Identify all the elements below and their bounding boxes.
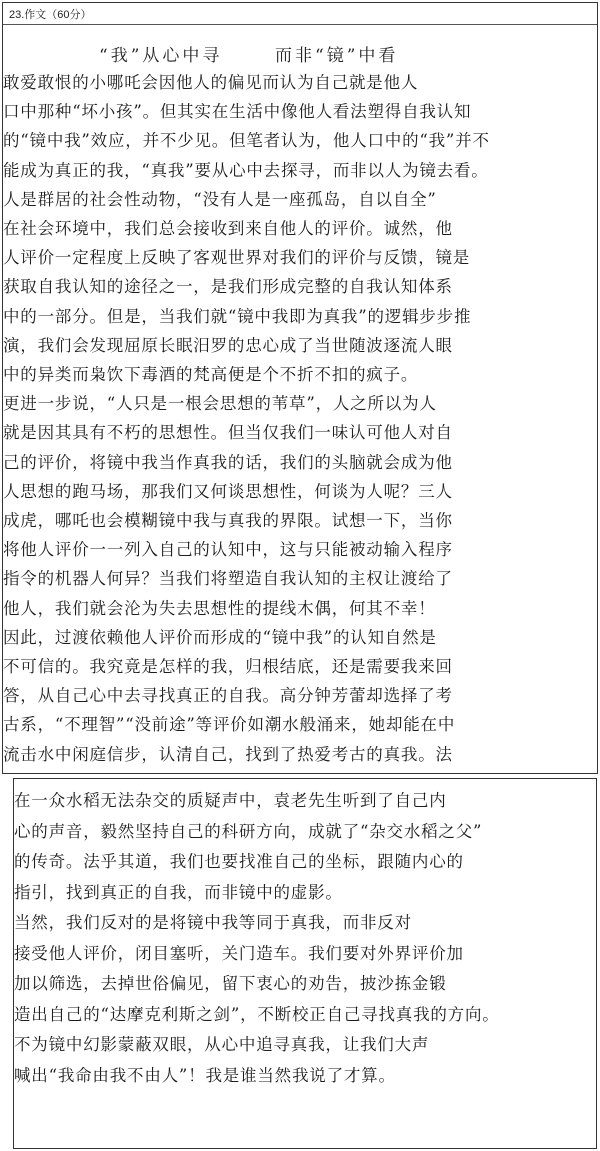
essay-line bbox=[3, 536, 597, 560]
essay-line-text: 己的评价，将镜中我当作真我的话，我们的头脑就会成为他 bbox=[3, 452, 453, 472]
essay-line bbox=[3, 478, 597, 502]
essay-line bbox=[14, 848, 596, 872]
essay-title-left: “我”从心中寻 bbox=[99, 46, 223, 66]
essay-line-text: 口中那种“坏小孩”。但其实在生活中像他人看法塑得自我认知 bbox=[3, 102, 472, 122]
essay-line-text: 在社会环境中，我们总会接收到来自他人的评价。诚然，他 bbox=[3, 219, 453, 238]
essay-line bbox=[14, 909, 596, 933]
essay-line bbox=[3, 653, 597, 677]
question-label: 23.作文（60分） bbox=[9, 9, 92, 21]
essay-line-text: 的传奇。法乎其道，我们也要找准自己的坐标，跟随内心的 bbox=[14, 852, 464, 871]
essay-line bbox=[3, 624, 597, 648]
essay-line-text: 在一众水稻无法杂交的质疑声中，袁老先生听到了自己内 bbox=[14, 791, 447, 810]
essay-line bbox=[14, 940, 596, 964]
essay-line bbox=[3, 186, 597, 210]
essay-line bbox=[14, 879, 596, 903]
essay-line-text: 不可信的。我究竟是怎样的我，归根结底，还是需要我来回 bbox=[3, 657, 453, 676]
essay-title-right: 而非“镜”中看 bbox=[275, 46, 399, 66]
essay-line bbox=[14, 1031, 596, 1055]
essay-line bbox=[3, 507, 597, 531]
essay-line-text: 成虎，哪吒也会模糊镜中我与真我的界限。试想一下，当你 bbox=[3, 511, 453, 530]
essay-line bbox=[3, 741, 597, 765]
essay-line-text: 他人，我们就会沦为失去思想性的提线木偶，何其不幸！ bbox=[3, 598, 436, 618]
essay-line-text: 就是因其具有不朽的思想性。但当仅我们一味认可他人对自 bbox=[3, 423, 453, 443]
question-header bbox=[3, 3, 597, 25]
answer-sheet-page-2 bbox=[13, 778, 597, 1149]
essay-line bbox=[3, 303, 597, 327]
essay-line bbox=[14, 970, 596, 994]
essay-line bbox=[3, 127, 597, 151]
essay-line bbox=[14, 1062, 596, 1086]
essay-line-text: 心的声音，毅然坚持自己的科研方向，成就了“杂交水稻之父” bbox=[14, 821, 483, 841]
essay-line-text: 不为镜中幻影蒙蔽双眼，从心中追寻真我，让我们大声 bbox=[14, 1035, 430, 1054]
essay-line-text: 更进一步说，“人只是一根会思想的苇草”，人之所以为人 bbox=[3, 394, 437, 414]
essay-line bbox=[3, 361, 597, 385]
essay-line-text: 人评价一定程度上反映了客观世界对我们的评价与反馈，镜是 bbox=[3, 248, 471, 268]
essay-line-text: 指引，找到真正的自我，而非镜中的虚影。 bbox=[14, 882, 343, 902]
essay-line bbox=[3, 682, 597, 706]
essay-line bbox=[3, 595, 597, 619]
essay-line-text: 中的异类而枭饮下毒酒的梵高便是个不折不扣的疯子。 bbox=[3, 365, 419, 384]
essay-line-text: 当然，我们反对的是将镜中我等同于真我，而非反对 bbox=[14, 913, 412, 932]
essay-line-text: 喊出“我命由我不由人”！我是谁当然我说了才算。 bbox=[14, 1065, 396, 1085]
essay-line-text: 接受他人评价，闭目塞听，关门造车。我们要对外界评价加 bbox=[14, 943, 464, 963]
essay-line bbox=[3, 711, 597, 735]
essay-line-text: 人思想的跑马场，那我们又何谈思想性，何谈为人呢？三人 bbox=[3, 481, 453, 501]
essay-line-text: 能成为真正的我，“真我”要从心中去探寻，而非以人为镜去看。 bbox=[3, 160, 489, 180]
essay-line bbox=[3, 565, 597, 589]
essay-line bbox=[3, 98, 597, 122]
essay-line-text: 的“镜中我”效应，并不少见。但笔者认为，他人口中的“我”并不 bbox=[3, 131, 490, 151]
essay-line-text: 因此，过渡依赖他人评价而形成的“镜中我”的认知自然是 bbox=[3, 627, 437, 647]
essay-line-text: 造出自己的“达摩克利斯之剑”，不断校正自己寻找真我的方向。 bbox=[14, 1004, 500, 1024]
essay-line bbox=[3, 157, 597, 181]
essay-line-text: 中的一部分。但是，当我们就“镜中我即为真我”的逻辑步步推 bbox=[3, 306, 472, 326]
essay-line-text: 获取自我认知的途径之一，是我们形成完整的自我认知体系 bbox=[3, 277, 453, 297]
essay-line-text: 答，从自己心中去寻找真正的自我。高分钟芳蕾却选择了考 bbox=[3, 686, 453, 706]
essay-line-text: 流击水中闲庭信步，认清自己，找到了热爱考古的真我。法 bbox=[3, 744, 453, 764]
essay-line-text: 将他人评价一一列入自己的认知中，这与只能被动输入程序 bbox=[3, 540, 453, 560]
essay-line bbox=[3, 69, 597, 93]
essay-line-text: 敢爱敢恨的小哪吒会因他人的偏见而认为自己就是他人 bbox=[3, 73, 419, 92]
essay-line-text: 古系，“不理智”“没前途”等评价如潮水般涌来，她却能在中 bbox=[3, 715, 456, 735]
essay-line-text: 演，我们会发现屈原长眠汨罗的忠心成了当世随波逐流人眼 bbox=[3, 335, 453, 355]
essay-line bbox=[14, 818, 596, 842]
essay-line-text: 指令的机器人何异？当我们将塑造自我认知的主权让渡给了 bbox=[3, 569, 453, 589]
essay-line bbox=[3, 419, 597, 443]
essay-line-text: 人是群居的社会性动物，“没有人是一座孤岛，自以自全” bbox=[3, 189, 437, 209]
essay-title bbox=[3, 41, 597, 67]
answer-sheet-page-1 bbox=[2, 2, 598, 774]
essay-line bbox=[3, 273, 597, 297]
essay-line bbox=[14, 1001, 596, 1025]
essay-line bbox=[3, 390, 597, 414]
essay-line bbox=[3, 332, 597, 356]
essay-line bbox=[14, 787, 596, 811]
essay-line bbox=[3, 449, 597, 473]
essay-line bbox=[3, 215, 597, 239]
essay-line bbox=[3, 244, 597, 268]
essay-line-text: 加以筛选，去掉世俗偏见，留下衷心的劝告，披沙拣金锻 bbox=[14, 974, 447, 993]
